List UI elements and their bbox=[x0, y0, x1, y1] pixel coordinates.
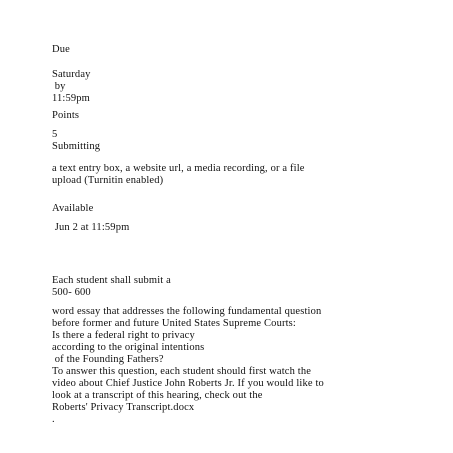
body-line: of the Founding Fathers? bbox=[52, 354, 164, 365]
body-line: video about Chief Justice John Roberts Jr. If you would like to bbox=[52, 378, 324, 389]
body-line: To answer this question, each student should first watch the bbox=[52, 366, 312, 377]
submitting-types-line-1: a text entry box, a website url, a media recording, or a file bbox=[52, 163, 305, 174]
points-value: 5 bbox=[52, 129, 58, 140]
body-line: according to the original intentions bbox=[52, 342, 205, 353]
submitting-types-line-2: upload (Turnitin enabled) bbox=[52, 175, 164, 186]
transcript-link[interactable]: Roberts' Privacy Transcript.docx bbox=[52, 402, 195, 413]
body-line: Is there a federal right to privacy bbox=[52, 330, 195, 341]
body-line: look at a transcript of this hearing, check out the bbox=[52, 390, 263, 401]
available-label: Available bbox=[52, 203, 94, 214]
due-time: 11:59pm bbox=[52, 93, 90, 104]
body-line: Each student shall submit a bbox=[52, 275, 171, 286]
due-label: Due bbox=[52, 44, 70, 55]
body-line: 500- 600 bbox=[52, 287, 91, 298]
points-label: Points bbox=[52, 110, 80, 121]
body-line: word essay that addresses the following fundamental question bbox=[52, 306, 322, 317]
due-by: by bbox=[52, 81, 66, 92]
due-day: Saturday bbox=[52, 69, 91, 80]
submitting-label: Submitting bbox=[52, 141, 101, 152]
available-value: Jun 2 at 11:59pm bbox=[52, 222, 130, 233]
body-line: . bbox=[52, 414, 55, 425]
body-line: before former and future United States Supreme Courts: bbox=[52, 318, 296, 329]
